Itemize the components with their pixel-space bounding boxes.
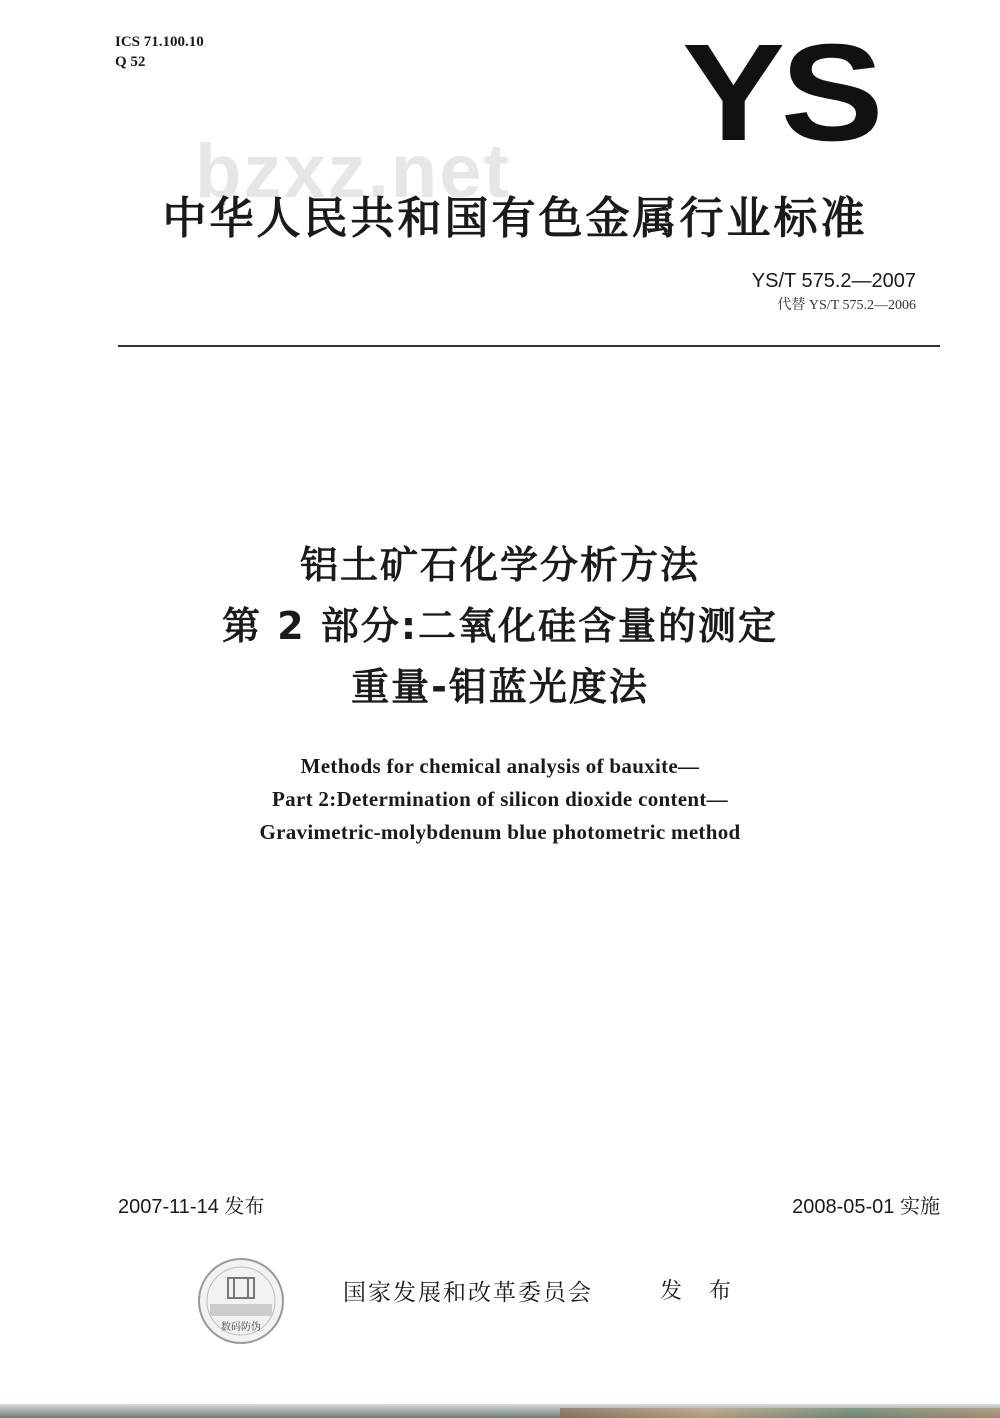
issuing-authority: 国家发展和改革委员会 [343, 1280, 593, 1306]
scan-edge-texture [560, 1408, 1000, 1418]
ics-code: ICS 71.100.10 [115, 34, 204, 50]
chinese-title-line-3: 重量-钼蓝光度法 [351, 665, 649, 709]
ys-logo: YS [682, 16, 880, 170]
issue-label: 发 布 [660, 1279, 741, 1304]
chinese-title-line-2: 第 2 部分:二氧化硅含量的测定 [221, 604, 779, 648]
ccs-code: Q 52 [115, 54, 146, 70]
anti-counterfeit-stamp-icon [196, 1256, 286, 1346]
classification-codes [115, 32, 204, 72]
issue-date: 2007-11-14 发布 [118, 1196, 265, 1218]
chinese-title-line-1: 铝土矿石化学分析方法 [299, 543, 700, 587]
standard-category-title: 中华人民共和国有色金属行业标准 [162, 193, 868, 244]
replaces-standard: 代替 YS/T 575.2—2006 [777, 298, 916, 313]
stamp-text: 数码防伪 [221, 1322, 261, 1333]
watermark: bzxz.net [195, 129, 511, 214]
header-divider [118, 345, 940, 347]
effective-date: 2008-05-01 实施 [792, 1196, 940, 1218]
english-title-line-3: Gravimetric-molybdenum blue photometric method [259, 820, 741, 844]
english-title-line-1: Methods for chemical analysis of bauxite— [300, 754, 700, 778]
english-title-line-2: Part 2:Determination of silicon dioxide content— [272, 787, 728, 811]
standard-number: YS/T 575.2—2007 [751, 270, 916, 292]
